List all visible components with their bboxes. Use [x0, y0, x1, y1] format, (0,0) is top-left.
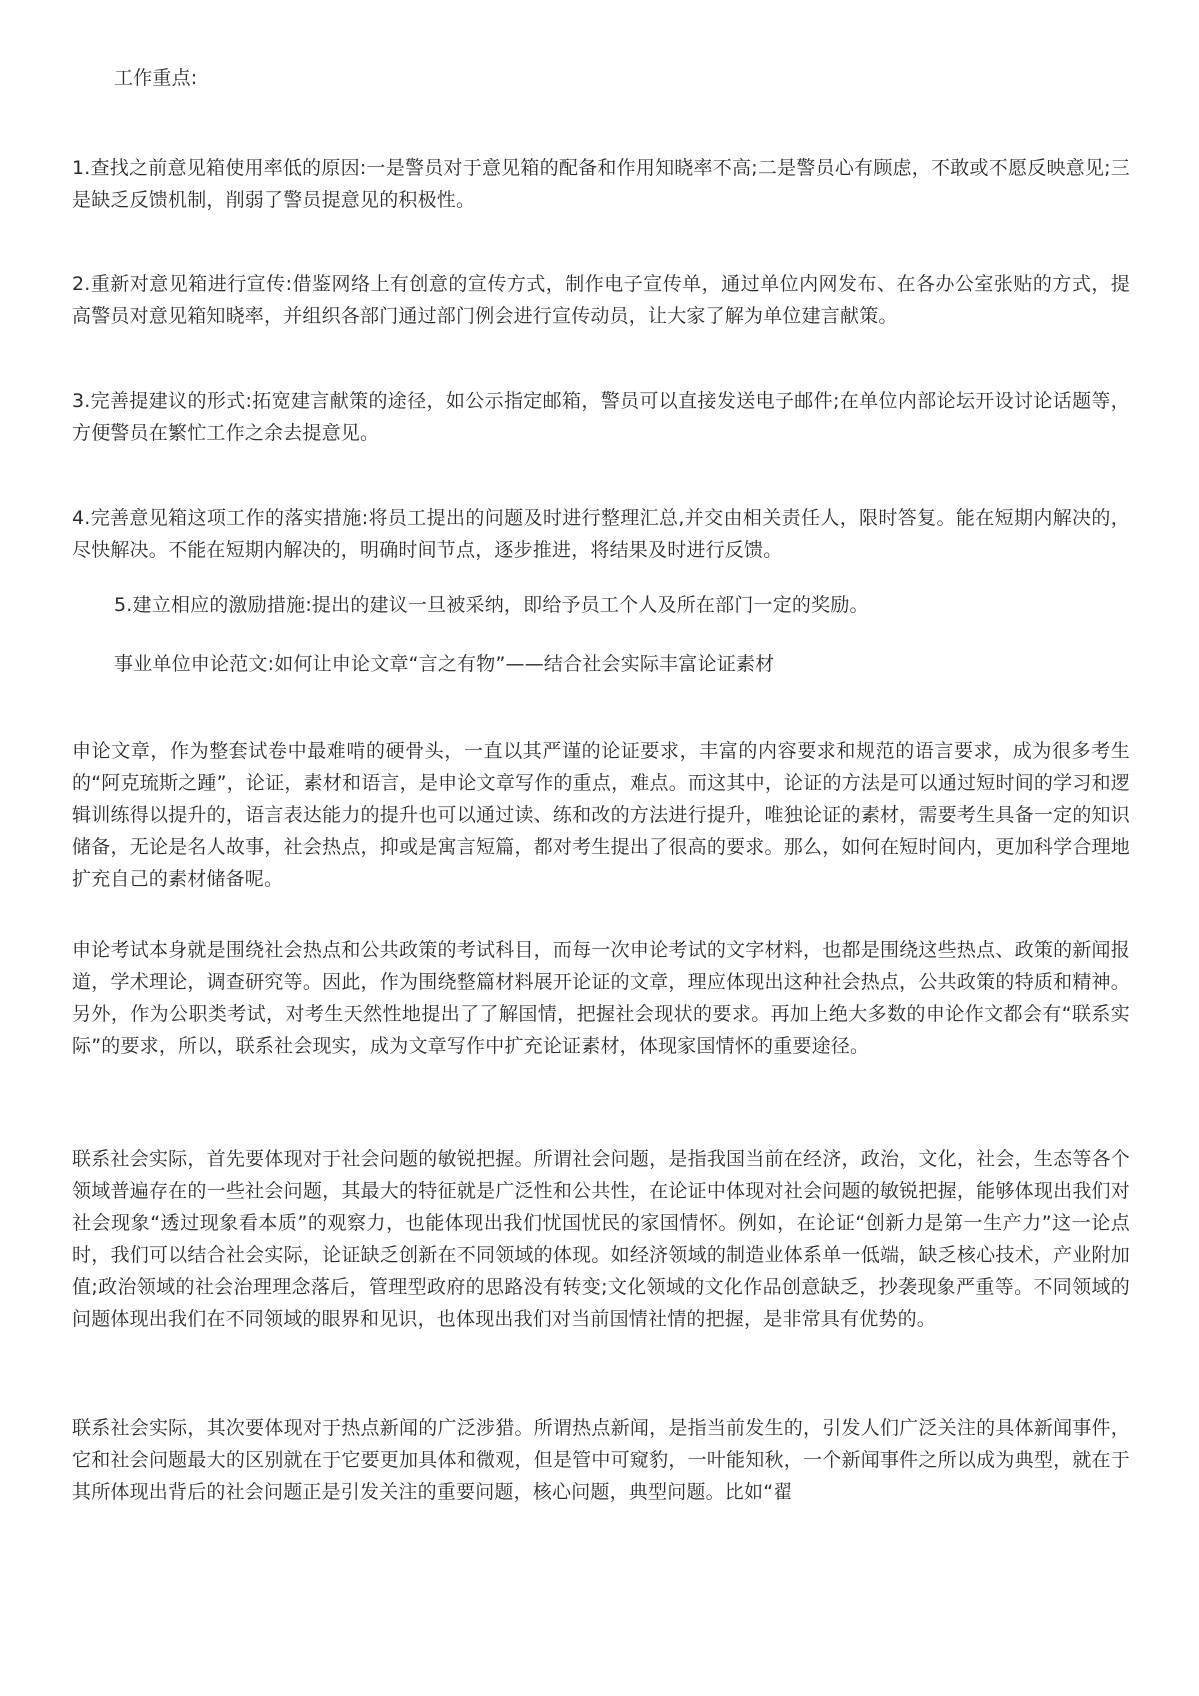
work-item-2: 2.重新对意见箱进行宣传:借鉴网络上有创意的宣传方式，制作电子宣传单，通过单位内网发布、在各办公室张贴的方式，提高警员对意见箱知晓率，并组织各部门通过部门例会进行宣传动员，让大家了解为单位建言献策。: [72, 273, 1130, 327]
essay-paragraph-3: 联系社会实际，首先要体现对于社会问题的敏锐把握。所谓社会问题，是指我国当前在经济，政治，文化，社会，生态等各个领域普遍存在的一些社会问题，其最大的特征就是广泛性和公共性，在论证中体现对社会问题的敏锐把握，能够体现出我们对社会现象“透过现象看本质”的观察力，也能体现出我们忧国忧民的家国情怀。例如，在论证“创新力是第一生产力”这一论点时，我们可以结合社会实际，论证缺乏创新在不同领域的体现。如经济领域的制造业体系单一低端，缺乏核心技术，产业附加值;政治领域的社会治理理念落后，管理型政府的思路没有转变;文化领域的文化作品创意缺乏，抄袭现象严重等。不同领域的问题体现出我们在不同领域的眼界和见识，也体现出我们对当前国情社情的把握，是非常具有优势的。: [72, 1148, 1130, 1330]
section-heading: 工作重点:: [114, 67, 198, 89]
essay-title: 事业单位申论范文:如何让申论文章“言之有物”——结合社会实际丰富论证素材: [114, 653, 775, 675]
essay-paragraph-2: 申论考试本身就是围绕社会热点和公共政策的考试科目，而每一次申论考试的文字材料，也都是围绕这些热点、政策的新闻报道，学术理论，调查研究等。因此，作为围绕整篇材料展开论证的文章，理应体现出这种社会热点，公共政策的特质和精神。另外，作为公职类考试，对考生天然性地提出了了解国情，把握社会现状的要求。再加上绝大多数的申论作文都会有“联系实际”的要求，所以，联系社会现实，成为文章写作中扩充论证素材，体现家国情怀的重要途径。: [72, 939, 1130, 1057]
work-item-3: 3.完善提建议的形式:拓宽建言献策的途径，如公示指定邮箱，警员可以直接发送电子邮件;在单位内部论坛开设讨论话题等，方便警员在繁忙工作之余去提意见。: [72, 390, 1130, 444]
essay-paragraph-4: 联系社会实际，其次要体现对于热点新闻的广泛涉猎。所谓热点新闻，是指当前发生的，引发人们广泛关注的具体新闻事件，它和社会问题最大的区别就在于它要更加具体和微观，但是管中可窥豹，一叶能知秋，一个新闻事件之所以成为典型，就在于其所体现出背后的社会问题正是引发关注的重要问题，核心问题，典型问题。比如“翟: [72, 1417, 1130, 1503]
work-item-5: 5.建立相应的激励措施:提出的建议一旦被采纳，即给予员工个人及所在部门一定的奖励。: [114, 594, 869, 616]
essay-paragraph-1: 申论文章，作为整套试卷中最难啃的硬骨头，一直以其严谨的论证要求，丰富的内容要求和规范的语言要求，成为很多考生的“阿克琉斯之踵”，论证，素材和语言，是申论文章写作的重点，难点。而这其中，论证的方法是可以通过短时间的学习和逻辑训练得以提升的，语言表达能力的提升也可以通过读、练和改的方法进行提升，唯独论证的素材，需要考生具备一定的知识储备，无论是名人故事，社会热点，抑或是寓言短篇，都对考生提出了很高的要求。那么，如何在短时间内，更加科学合理地扩充自己的素材储备呢。: [72, 740, 1130, 890]
work-item-4: 4.完善意见箱这项工作的落实措施:将员工提出的问题及时进行整理汇总,并交由相关责任人，限时答复。能在短期内解决的，尽快解决。不能在短期内解决的，明确时间节点，逐步推进，将结果及时进行反馈。: [72, 507, 1130, 561]
work-item-1: 1.查找之前意见箱使用率低的原因:一是警员对于意见箱的配备和作用知晓率不高;二是警员心有顾虑，不敢或不愿反映意见;三是缺乏反馈机制，削弱了警员提意见的积极性。: [72, 157, 1130, 211]
